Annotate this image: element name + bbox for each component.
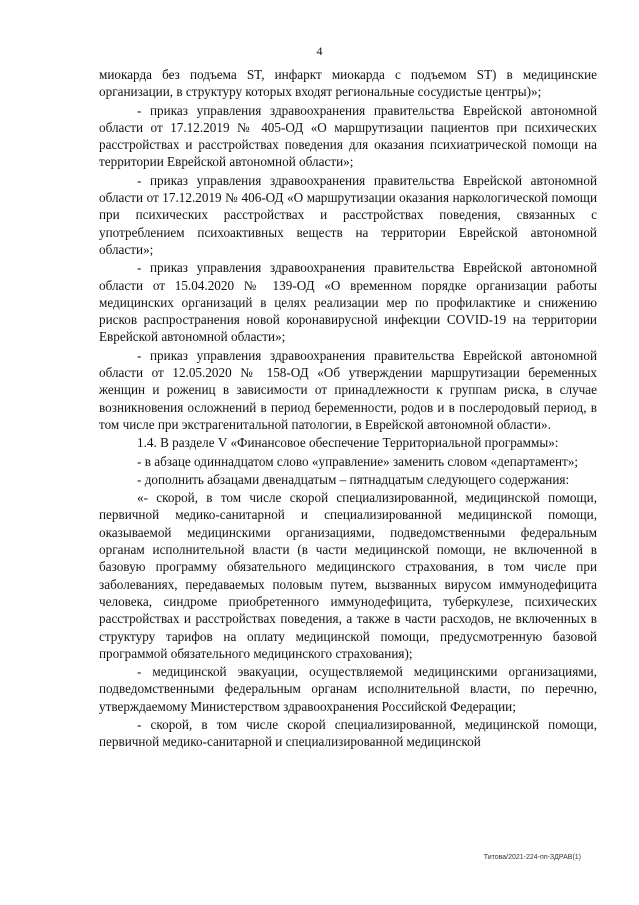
footer-document-code: Титова/2021-224-пп-ЗДРАВ(1)	[483, 854, 581, 861]
section-heading-1-4: 1.4. В разделе V «Финансовое обеспечение Территориальной программы»:	[137, 435, 559, 451]
page-number: 4	[316, 44, 323, 58]
quoted-paragraph-emergency-care: «- скорой, в том числе скорой специализированной, медицинской помощи, первичной медико-санитарной и специализированной медицинской помощи, оказываемой медицинскими организациями, подведомственными федеральным органам исполнительной власти (в части медицинской помощи, не включенной в базовую программу обязательного медицинского страхования, в том числе при заболеваниях, передаваемых половым путем, вызванных вирусом иммунодефицита человека, синдроме приобретенного иммунодефицита, туберкулезе, психических расстройствах и расстройствах поведения, а также в части расходов, не включенных в структуру тарифов на оплату медицинской помощи, предусмотренную базовой программой обязательного медицинского страхования);	[99, 490, 597, 661]
list-item-add-paragraphs: - дополнить абзацами двенадцатым – пятнадцатым следующего содержания:	[137, 471, 570, 487]
quoted-paragraph-evacuation: - медицинской эвакуации, осуществляемой медицинскими организациями, подведомственными федеральным органам исполнительной власти, по перечню, утверждаемому Министерством здравоохранения Российской Федерации;	[99, 664, 597, 714]
paragraph-continuation: миокарда без подъема ST, инфаркт миокарда с подъемом ST) в медицинские организации, в структуру которых входят региональные сосудистые центры)»;	[99, 67, 597, 100]
list-item-order-158: - приказ управления здравоохранения правительства Еврейской автономной области от 12.05.2020 № 158-ОД «Об утверждении маршрутизации беременных женщин и рожениц в зависимости от принадлежности к группам риска, в случае возникновения осложнений в период беременности, родов и в послеродовый период, в том числе при экстрагенитальной патологии, в Еврейской автономной области».	[99, 347, 597, 432]
list-item-order-406: - приказ управления здравоохранения правительства Еврейской автономной области от 17.12.2019 № 406-ОД «О маршрутизации оказания наркологической помощи при психических расстройствах и расстройствах поведения, связанных с употреблением психоактивных веществ на территории Еврейской автономной области»;	[99, 172, 597, 257]
quoted-paragraph-emergency-care-continued: - скорой, в том числе скорой специализированной, медицинской помощи, первичной медико-санитарной и специализированной медицинской	[99, 716, 597, 750]
list-item-order-405: - приказ управления здравоохранения правительства Еврейской автономной области от 17.12.2019 № 405-ОД «О маршрутизации пациентов при психических расстройствах и расстройствах поведения для оказания психиатрической помощи на территории Еврейской автономной области»;	[99, 102, 597, 170]
document-body	[99, 66, 597, 751]
list-item-replace-word: - в абзаце одиннадцатом слово «управление» заменить словом «департамент»;	[137, 453, 579, 469]
list-item-order-139: - приказ управления здравоохранения правительства Еврейской автономной области от 15.04.2020 № 139-ОД «О временном порядке организации работы медицинских организаций в целях реализации мер по профилактике и снижению рисков распространения новой коронавирусной инфекции COVID-19 на территории Еврейской автономной области»;	[99, 260, 597, 345]
